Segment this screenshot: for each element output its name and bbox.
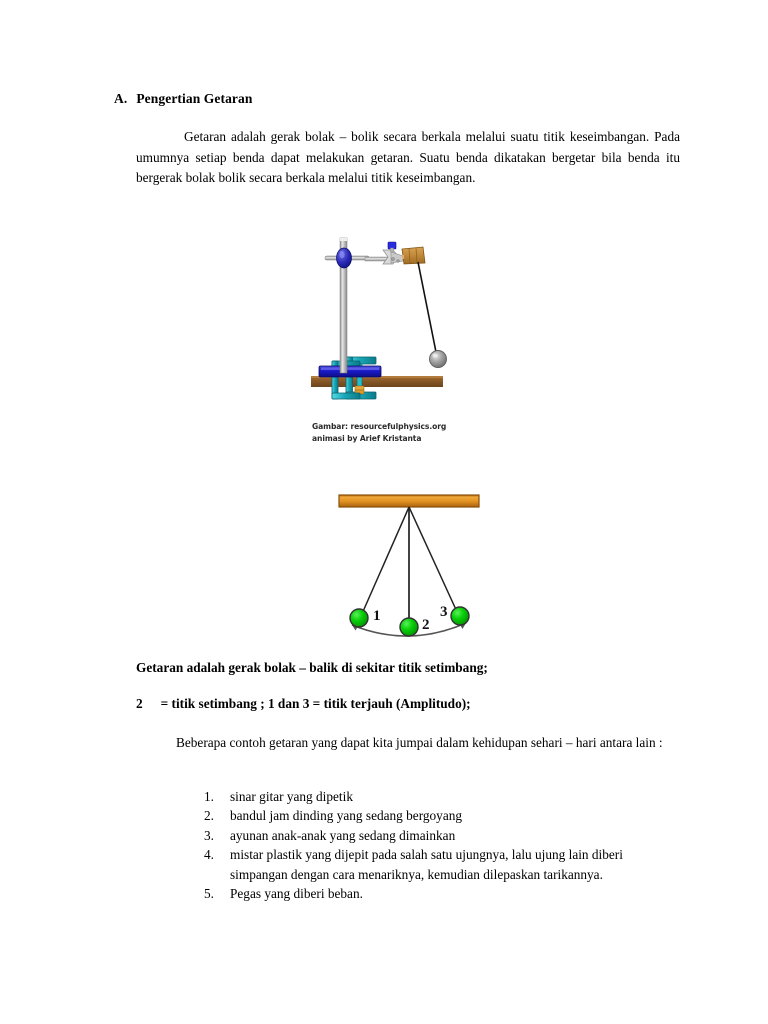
list-item-text: bandul jam dinding yang sedang bergoyang [230, 808, 463, 824]
figure-three-position-pendulum [330, 488, 490, 640]
list-item-text: sinar gitar yang dipetik [230, 789, 353, 804]
list-item-number: 5. [204, 886, 214, 902]
list-item [204, 826, 674, 845]
list-item [204, 787, 674, 806]
pendulum-bob-1 [350, 609, 368, 627]
list-item-number: 3. [204, 827, 214, 843]
list-item-number: 1. [204, 789, 214, 804]
list-item-text: mistar plastik yang dijepit pada salah satu ujungnya, lalu ujung lain diberi simpangan dengan cara menariknya, kemudian dilepaskan tarikannya. [230, 847, 623, 882]
support-bar [339, 495, 479, 507]
list-item-number: 4. [204, 847, 214, 863]
figure-1-caption [312, 421, 492, 444]
list-item [204, 806, 674, 825]
pendulum-bob [430, 351, 447, 368]
heading-text: Pengertian Getaran [136, 91, 253, 106]
statement-points-number: 2 [136, 696, 143, 711]
examples-list [204, 787, 674, 903]
string-left [361, 507, 409, 616]
list-item [204, 845, 674, 884]
pendulum-thread [418, 262, 436, 352]
pendulum-label-1: 1 [373, 608, 381, 624]
statement-points [136, 696, 471, 712]
statement-definition: Getaran adalah gerak bolak – balik di sekitar titik setimbang; [136, 660, 488, 675]
boss-head-icon [325, 248, 369, 268]
figure-1-caption-line-2: animasi by Arief Kristanta [312, 433, 422, 443]
figure-1-caption-line-1: Gambar: resourcefulphysics.org [312, 422, 447, 431]
heading-letter: A. [114, 91, 128, 106]
intro-paragraph: Getaran adalah gerak bolak – bolik secara berkala melalui suatu titik keseimbangan. Pada umumnya setiap benda dapat melakukan getaran. Suatu benda dikatakan bergetar bila benda itu bergerak bolak bolik secara berkala melalui titik keseimbangan. [136, 129, 680, 185]
cork-clamp-icon [402, 247, 425, 264]
examples-intro-paragraph: Beberapa contoh getaran yang dapat kita jumpai dalam kehidupan sehari – hari antara lain : [176, 735, 663, 750]
list-item-text: ayunan anak-anak yang sedang dimainkan [230, 827, 456, 843]
page-title [114, 91, 252, 107]
list-item-number: 2. [204, 808, 214, 824]
pendulum-label-2: 2 [422, 617, 430, 633]
clamp-holder-icon [383, 242, 403, 264]
string-right [409, 507, 458, 614]
figure-retort-stand-pendulum [305, 228, 465, 408]
pendulum-label-3: 3 [440, 604, 448, 620]
statement-points-text: = titik setimbang ; 1 dan 3 = titik terjauh (Amplitudo); [160, 696, 471, 711]
list-item [204, 884, 674, 903]
list-item-text: Pegas yang diberi beban. [230, 886, 363, 902]
pendulum-bob-2 [400, 618, 418, 636]
pendulum-bob-3 [451, 607, 469, 625]
